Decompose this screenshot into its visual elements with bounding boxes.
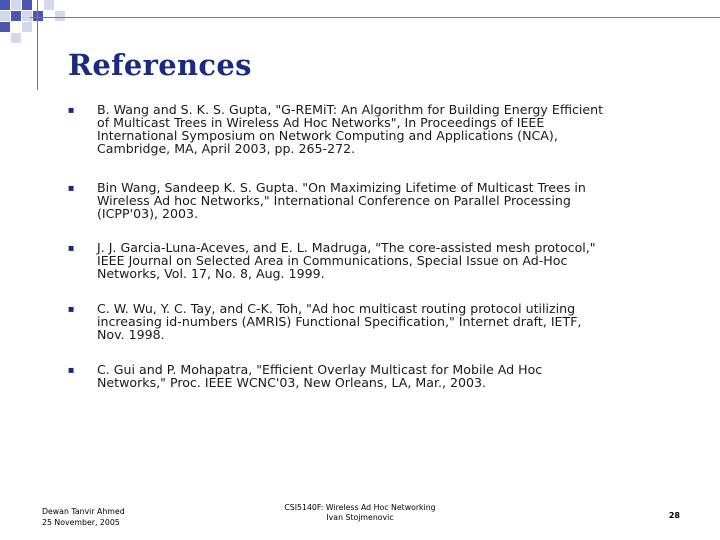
header-rule	[30, 17, 720, 18]
footer-course: CSI5140F: Wireless Ad Hoc Networking	[284, 503, 436, 512]
reference-text: Bin Wang, Sandeep K. S. Gupta. "On Maximizing Lifetime of Multicast Trees in Wireless Ad hoc Networks," International Conference on Parallel Processing (ICPP'03), 2003.	[97, 180, 586, 221]
reference-text: C. W. Wu, Y. C. Tay, and C-K. Toh, "Ad hoc multicast routing protocol utilizing increasing id-numbers (AMRIS) Functional Specification," Internet draft, IETF, Nov. 1998.	[97, 301, 582, 342]
slide-title: References	[68, 48, 252, 82]
footer-author: Dewan Tanvir Ahmed	[42, 507, 125, 516]
footer-date: 25 November, 2005	[42, 518, 120, 527]
reference-text: C. Gui and P. Mohapatra, "Efficient Overlay Multicast for Mobile Ad Hoc Networks," Proc. IEEE WCNC'03, New Orleans, LA, Mar., 2003.	[97, 362, 543, 390]
square-bullet-icon: ■	[68, 366, 75, 374]
checker-squares-decoration	[0, 0, 80, 50]
square-bullet-icon: ■	[68, 305, 75, 313]
square-bullet-icon: ■	[68, 184, 75, 192]
side-rule	[37, 0, 38, 90]
footer-instructor: Ivan Stojmenovic	[326, 513, 394, 522]
footer-author-block	[42, 506, 125, 528]
reference-text: B. Wang and S. K. S. Gupta, "G-REMiT: An Algorithm for Building Energy Efficient of Multicast Trees in Wireless Ad Hoc Networks", In Proceedings of IEEE International Symposium on Network Computing and Applications (NCA), Cambridge, MA, April 2003, pp. 265-272.	[97, 102, 604, 156]
reference-text: J. J. Garcia-Luna-Aceves, and E. L. Madruga, "The core-assisted mesh protocol," IEEE Journal on Selected Area in Communications, Special Issue on Ad-Hoc Networks, Vol. 17, No. 8, Aug. 1999.	[97, 240, 596, 281]
page-number: 28	[668, 511, 680, 520]
footer-course-block	[240, 503, 480, 523]
square-bullet-icon: ■	[68, 106, 75, 114]
square-bullet-icon: ■	[68, 244, 75, 252]
